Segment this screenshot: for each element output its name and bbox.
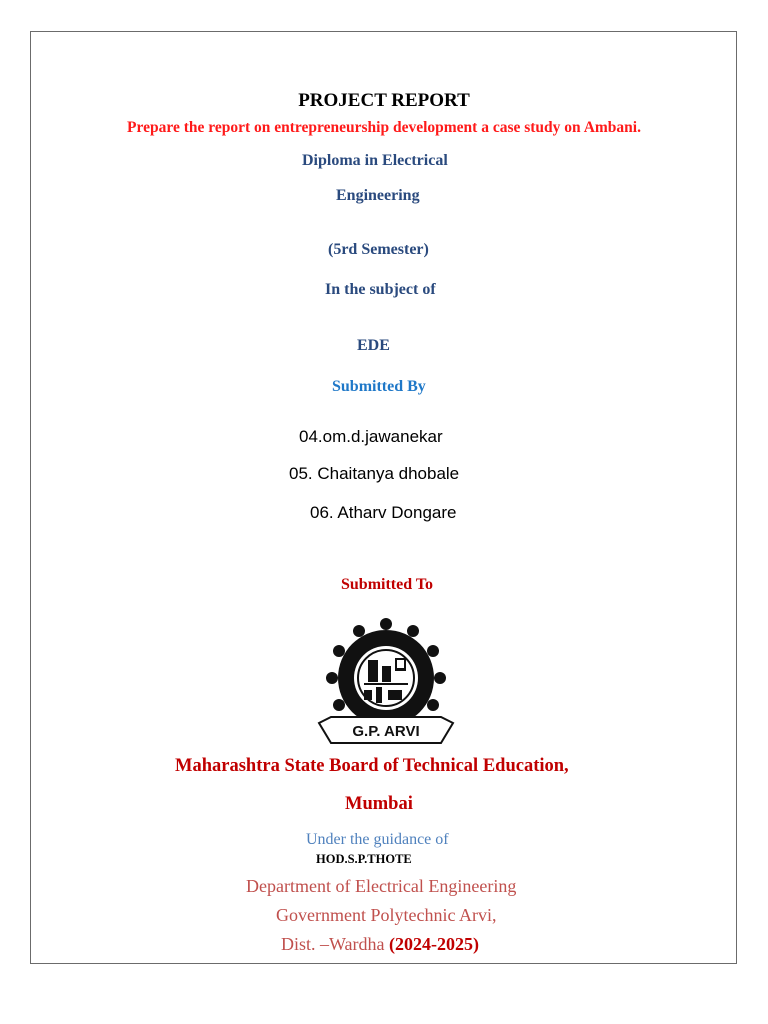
board-name-line-2: Mumbai bbox=[345, 794, 413, 814]
subject-intro: In the subject of bbox=[325, 281, 436, 298]
diploma-line-1: Diploma in Electrical bbox=[302, 152, 448, 169]
submitted-to-label: Submitted To bbox=[341, 576, 434, 593]
page-border bbox=[30, 31, 737, 964]
report-heading: PROJECT REPORT bbox=[298, 90, 470, 111]
student-1: 04.om.d.jawanekar bbox=[299, 427, 443, 446]
department-name: Department of Electrical Engineering bbox=[246, 876, 517, 896]
student-2: 05. Chaitanya dhobale bbox=[289, 464, 460, 483]
report-topic: Prepare the report on entrepreneurship development a case study on Ambani. bbox=[127, 119, 641, 136]
district-name: Dist. –Wardha bbox=[281, 934, 390, 954]
student-3: 06. Atharv Dongare bbox=[310, 503, 457, 522]
board-name-line-1: Maharashtra State Board of Technical Education, bbox=[175, 756, 569, 776]
diploma-line-2: Engineering bbox=[336, 187, 420, 204]
subject-code: EDE bbox=[357, 337, 390, 354]
college-logo bbox=[311, 615, 461, 751]
guide-name: HOD.S.P.THOTE bbox=[316, 852, 412, 866]
guidance-label: Under the guidance of bbox=[306, 831, 449, 848]
logo-text: G.P. ARVI bbox=[352, 723, 420, 740]
district-line bbox=[0, 934, 768, 955]
institute-name: Government Polytechnic Arvi, bbox=[276, 905, 497, 925]
semester: (5rd Semester) bbox=[328, 241, 429, 258]
academic-session: (2024-2025) bbox=[389, 934, 480, 954]
submitted-by-label: Submitted By bbox=[332, 378, 426, 395]
